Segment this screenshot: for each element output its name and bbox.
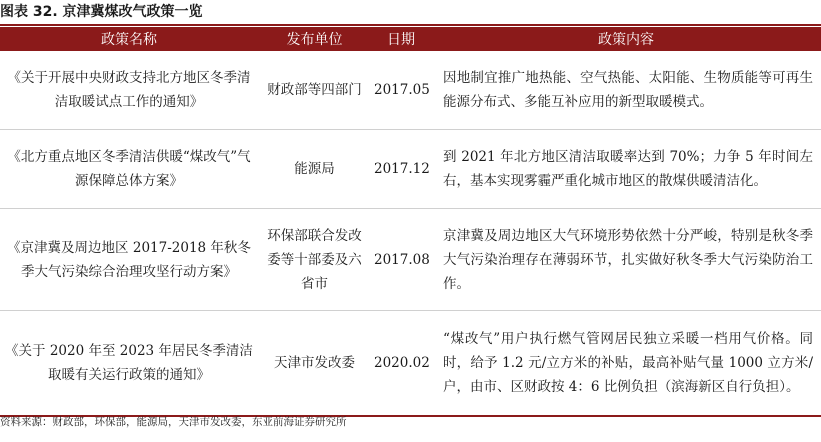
header-content: 政策内容 bbox=[431, 27, 821, 51]
policy-table bbox=[0, 27, 821, 417]
policy-name-cell: 《关于开展中央财政支持北方地区冬季清洁取暖试点工作的通知》 bbox=[0, 51, 258, 130]
date-cell: 2017.05 bbox=[371, 51, 431, 130]
content-cell: 到 2021 年北方地区清洁取暖率达到 70%；力争 5 年时间左右，基本实现雾霾严重化城市地区的散煤供暖清洁化。 bbox=[431, 130, 821, 209]
table-row bbox=[0, 209, 821, 311]
content-cell: 京津冀及周边地区大气环境形势依然十分严峻，特别是秋冬季大气污染治理存在薄弱环节，扎实做好秋冬季大气污染防治工作。 bbox=[431, 209, 821, 311]
header-row bbox=[0, 27, 821, 51]
caption-rule bbox=[0, 24, 821, 26]
table-caption: 图表 32. 京津冀煤改气政策一览 bbox=[0, 4, 203, 20]
header-issuer: 发布单位 bbox=[258, 27, 371, 51]
date-cell: 2017.08 bbox=[371, 209, 431, 311]
header-policy-name: 政策名称 bbox=[0, 27, 258, 51]
table-row bbox=[0, 130, 821, 209]
issuer-cell: 环保部联合发改委等十部委及六省市 bbox=[258, 209, 371, 311]
policy-name-cell: 《北方重点地区冬季清洁供暖“煤改气”气源保障总体方案》 bbox=[0, 130, 258, 209]
table-row bbox=[0, 51, 821, 130]
issuer-cell: 财政部等四部门 bbox=[258, 51, 371, 130]
date-cell: 2020.02 bbox=[371, 311, 431, 417]
header-date: 日期 bbox=[371, 27, 431, 51]
content-cell: 因地制宜推广地热能、空气热能、太阳能、生物质能等可再生能源分布式、多能互补应用的新型取暖模式。 bbox=[431, 51, 821, 130]
policy-name-cell: 《京津冀及周边地区 2017-2018 年秋冬季大气污染综合治理攻坚行动方案》 bbox=[0, 209, 258, 311]
date-cell: 2017.12 bbox=[371, 130, 431, 209]
policy-name-cell: 《关于 2020 年至 2023 年居民冬季清洁取暖有关运行政策的通知》 bbox=[0, 311, 258, 417]
source-note: 资料来源：财政部，环保部，能源局，天津市发改委，东亚前海证券研究所 bbox=[0, 416, 347, 428]
content-cell: “煤改气”用户执行燃气管网居民独立采暖一档用气价格。同时，给予 1.2 元/立方米的补贴，最高补贴气量 1000 立方米/户，由市、区财政按 4：6 比例负担（滨海新区自行负担）。 bbox=[431, 311, 821, 417]
issuer-cell: 能源局 bbox=[258, 130, 371, 209]
issuer-cell: 天津市发改委 bbox=[258, 311, 371, 417]
table-row bbox=[0, 311, 821, 417]
